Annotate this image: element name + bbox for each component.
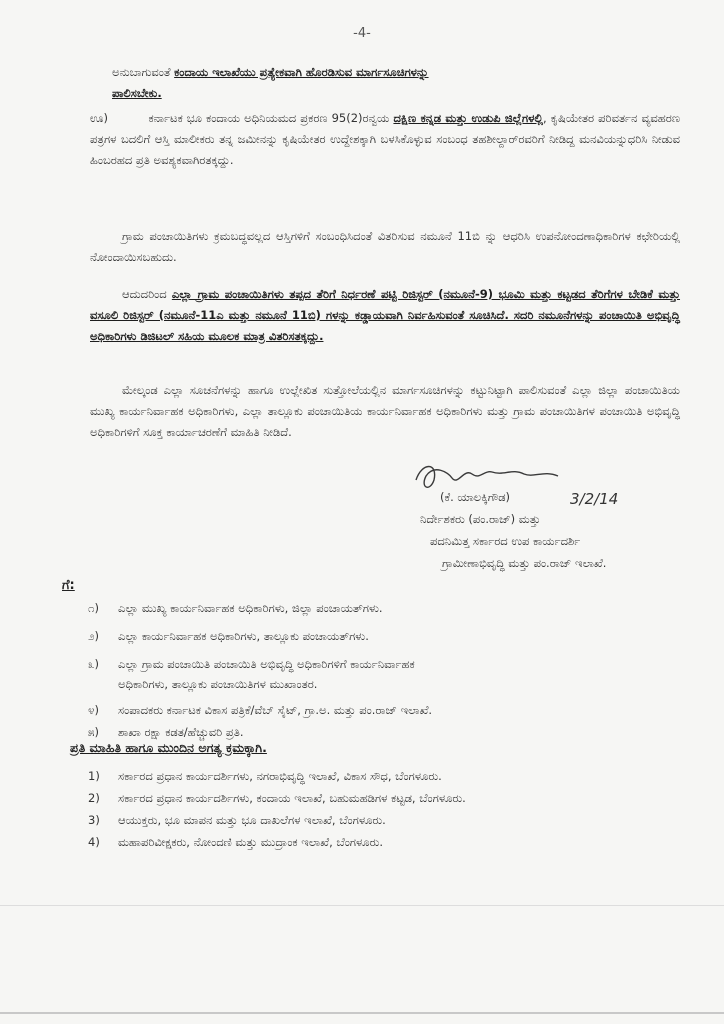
copy-to-item: 1) ಸರ್ಕಾರದ ಪ್ರಧಾನ ಕಾರ್ಯದರ್ಶಿಗಳು, ನಗರಾಭಿವೃದ್ಧಿ ಇಲಾಖೆ, ವಿಕಾಸ ಸೌಧ, ಬೆಂಗಳೂರು. (88, 769, 442, 783)
para-4-bold: ಎಲ್ಲಾ ಗ್ರಾಮ ಪಂಚಾಯಿತಿಗಳು ತಪ್ಪದ ತೆರಿಗೆ ನಿರ್ಧರಣೆ ಪಟ್ಟಿ ರಿಜಿಸ್ಟರ್ (ನಮೂನೆ-9) ಭೂಮಿ ಮತ್ತು ಕಟ್ಟಡದ ತೆರಿಗೆಗಳ ಬೇಡಿಕೆ ಮತ್ತು ವಸೂಲಿ ರಿಜಿಸ್ಟರ್ (ನಮೂನೆ-11ಎ ಮತ್ತು ನಮೂನೆ 11ಬಿ) ಗಳನ್ನು ಕಡ್ಡಾಯವಾಗಿ ನಿರ್ವಹಿಸುವಂತೆ ಸೂಚಿಸಿದೆ. ಸದರಿ ನಮೂನೆಗಳನ್ನು ಪಂಚಾಯಿತಿ ಅಭಿವೃದ್ಧಿ ಅಧಿಕಾರಿಗಳು ಡಿಜಿಟಲ್ ಸಹಿಯ ಮೂಲಕ ಮಾತ್ರ ವಿತರಿಸತಕ್ಕದ್ದು. (90, 287, 681, 343)
para-1 (112, 62, 682, 104)
copy-to-heading: ಪ್ರತಿ ಮಾಹಿತಿ ಹಾಗೂ ಮುಂದಿನ ಅಗತ್ಯ ಕ್ರಮಕ್ಕಾಗಿ. (70, 740, 267, 755)
para-1-bold: ಕಂದಾಯ ಇಲಾಖೆಯು ಪ್ರತ್ಯೇಕವಾಗಿ ಹೊರಡಿಸುವ ಮಾರ್ಗಸೂಚಿಗಳನ್ನು (174, 65, 429, 79)
para-5: ಮೇಲ್ಕಂಡ ಎಲ್ಲಾ ಸೂಚನೆಗಳನ್ನು ಹಾಗೂ ಉಲ್ಲೇಖಿತ ಸುತ್ತೋಲೆಯಲ್ಲಿನ ಮಾರ್ಗಸೂಚಿಗಳನ್ನು ಕಟ್ಟುನಿಟ್ಟಾಗಿ ಪಾಲಿಸುವಂತೆ ಎಲ್ಲಾ ಜಿಲ್ಲಾ ಪಂಚಾಯಿತಿಯ ಮುಖ್ಯ ಕಾರ್ಯನಿರ್ವಾಹಕ ಅಧಿಕಾರಿಗಳು, ಎಲ್ಲಾ ತಾಲ್ಲೂಕು ಪಂಚಾಯಿತಿಯ ಕಾರ್ಯನಿರ್ವಾಹಕ ಅಧಿಕಾರಿಗಳು ಮತ್ತು ಗ್ರಾಮ ಪಂಚಾಯಿತಿಗಳ ಪಂಚಾಯಿತಿ ಅಭಿವೃದ್ಧಿ ಅಧಿಕಾರಿಗಳಿಗೆ ಸೂಕ್ತ ಕಾರ್ಯಾಚರಣೆಗೆ ಮಾಹಿತಿ ನೀಡಿದೆ. (90, 383, 680, 439)
recipient-item: ೩) ಎಲ್ಲಾ ಗ್ರಾಮ ಪಂಚಾಯಿತಿ ಪಂಚಾಯಿತಿ ಅಭಿವೃದ್ಧಿ ಅಧಿಕಾರಿಗಳಿಗೆ ಕಾರ್ಯನಿರ್ವಾಹಕ ಅಧಿಕಾರಿಗಳು, ತಾಲ್ಲೂಕು ಪಂಚಾಯಿತಿಗಳ ಮುಖಾಂತರ. (88, 657, 415, 691)
para-2 (90, 108, 680, 171)
copy-to-item: 3) ಆಯುಕ್ತರು, ಭೂ ಮಾಪನ ಮತ್ತು ಭೂ ದಾಖಲೆಗಳ ಇಲಾಖೆ, ಬೆಂಗಳೂರು. (88, 813, 386, 827)
page-fold-line (0, 905, 724, 906)
para-2-bold-a: ದಕ್ಷಿಣ ಕನ್ನಡ ಮತ್ತು ಉಡುಪಿ ಜಿಲ್ಲೆಗಳಲ್ಲಿ (393, 111, 544, 125)
copy-to-item: 2) ಸರ್ಕಾರದ ಪ್ರಧಾನ ಕಾರ್ಯದರ್ಶಿಗಳು, ಕಂದಾಯ ಇಲಾಖೆ, ಬಹುಮಹಡಿಗಳ ಕಟ್ಟಡ, ಬೆಂಗಳೂರು. (88, 791, 466, 805)
designation-line-3: ಗ್ರಾಮೀಣಾಭಿವೃದ್ಧಿ ಮತ್ತು ಪಂ.ರಾಜ್ ಇಲಾಖೆ. (442, 556, 607, 570)
para-4 (90, 284, 680, 347)
para-4-prefix: ಆದುದರಿಂದ (122, 287, 172, 301)
designation-line-1: ನಿರ್ದೇಶಕರು (ಪಂ.ರಾಜ್) ಮತ್ತು (420, 512, 541, 526)
recipient-item: ೨) ಎಲ್ಲಾ ಕಾರ್ಯನಿರ್ವಾಹಕ ಅಧಿಕಾರಿಗಳು, ತಾಲ್ಲೂಕು ಪಂಚಾಯತ್‌ಗಳು. (88, 629, 369, 643)
para-1-bold-2: ಪಾಲಿಸಬೇಕು. (112, 86, 162, 100)
recipient-item: ೪) ಸಂಪಾದಕರು ಕರ್ನಾಟಕ ವಿಕಾಸ ಪತ್ರಿಕೆ/ವೆಬ್ ಸೈಟ್, ಗ್ರಾ.ಅ. ಮತ್ತು ಪಂ.ರಾಜ್ ಇಲಾಖೆ. (88, 703, 433, 717)
designation-line-2: ಪದನಿಮಿತ್ತ ಸರ್ಕಾರದ ಉಪ ಕಾರ್ಯದರ್ಶಿ (430, 534, 581, 548)
para-3: ಗ್ರಾಮ ಪಂಚಾಯಿತಿಗಳು ಕ್ರಮಬದ್ಧವಲ್ಲದ ಆಸ್ತಿಗಳಿಗೆ ಸಂಬಂಧಿಸಿದಂತೆ ವಿತರಿಸುವ ನಮೂನೆ 11ಬಿ ನ್ನು ಆಧರಿಸಿ ಉಪನೋಂದಣಾಧಿಕಾರಿಗಳ ಕಛೇರಿಯಲ್ಲಿ ನೋಂದಾಯಿಸಬಹುದು. (90, 229, 680, 264)
para-2-text-b: , ಕೃಷಿಯೇತರ ಪರಿವರ್ತನ ವ್ಯವಹರಣ ಪತ್ರಗಳ ಬದಲಿಗೆ ಆಸ್ತಿ ಮಾಲೀಕರು ತನ್ನ ಜಮೀನನ್ನು ಕೃಷಿಯೇತರ ಉದ್ದೇಶಕ್ಕಾಗಿ ಬಳಸಿಕೊಳ್ಳುವ ಸಂಬಂಧ ತಹಶೀಲ್ದಾರ್‌ರವರಿಗೆ ನೀಡಿದ್ದ ಮನವಿಯನ್ನುಧರಿಸಿ ನೀಡುವ ಹಿಂಬರಹದ ಪ್ರತಿ ಅವಶ್ಯಕವಾಗಿರತಕ್ಕದ್ದು. (90, 111, 681, 167)
para-2-marker: ಊ) (90, 111, 108, 125)
recipient-item: ೫) ಶಾಖಾ ರಕ್ಷಾ ಕಡತ/ಹೆಚ್ಚುವರಿ ಪ್ರತಿ. (88, 725, 244, 739)
recipient-item: ೧) ಎಲ್ಲಾ ಮುಖ್ಯ ಕಾರ್ಯನಿರ್ವಾಹಕ ಅಧಿಕಾರಿಗಳು, ಜಿಲ್ಲಾ ಪಂಚಾಯತ್‌ಗಳು. (88, 601, 383, 615)
copy-to-item: 4) ಮಹಾಪರಿವೀಕ್ಷಕರು, ನೋಂದಣಿ ಮತ್ತು ಮುದ್ರಾಂಕ ಇಲಾಖೆ, ಬೆಂಗಳೂರು. (88, 835, 383, 849)
para-2-text-a: ಕರ್ನಾಟಕ ಭೂ ಕಂದಾಯ ಅಧಿನಿಯಮದ ಪ್ರಕರಣ 95(2)ರನ್ವಯ (148, 111, 394, 125)
page-bottom-edge (0, 1012, 724, 1014)
signature-date: 3/2/14 (570, 490, 619, 508)
recipients-heading: ಗೆ: (62, 578, 75, 593)
page-number: -4- (353, 26, 371, 41)
para-1-prefix: ಅನುಬಾಗುವಂತೆ (112, 65, 175, 79)
signatory-name: (ಕೆ. ಯಾಲಕ್ಕಿಗೌಡ) (440, 490, 511, 504)
